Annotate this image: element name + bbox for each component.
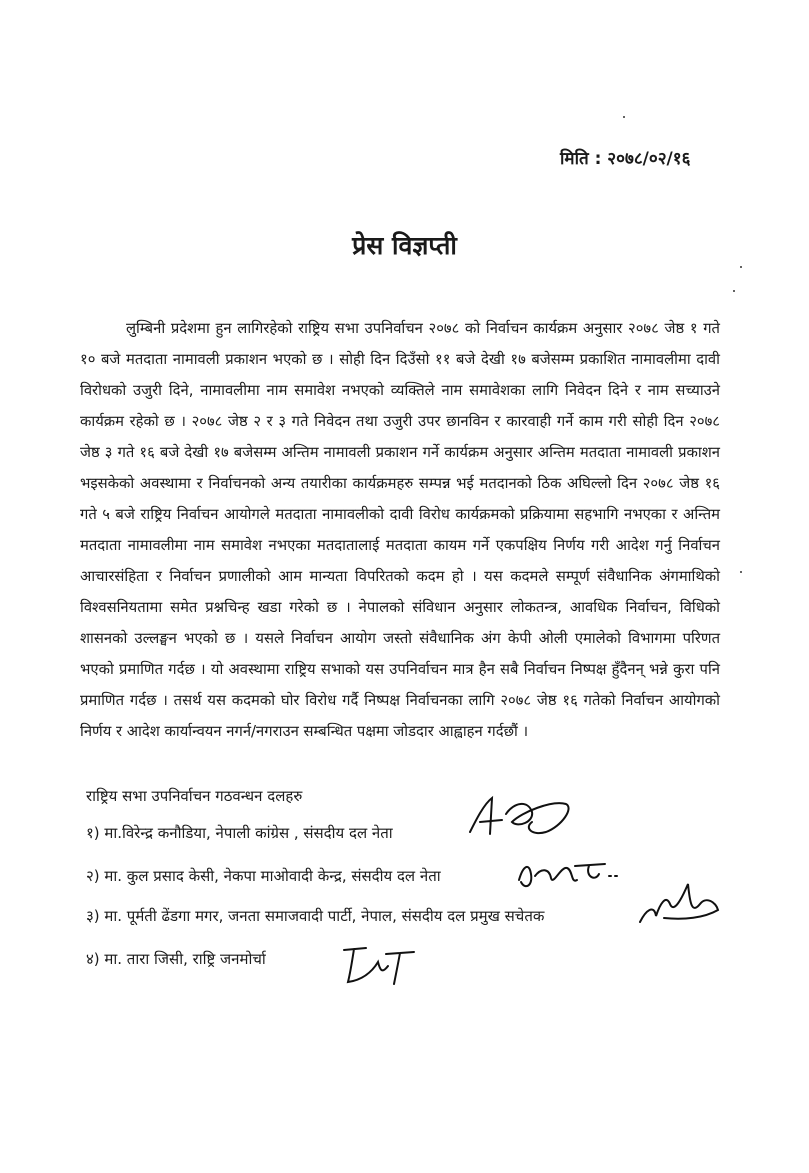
document-title: प्रेस विज्ञप्ती	[352, 231, 457, 260]
date-line: मिति : २०७८/०२/१६	[560, 149, 691, 169]
signature-1	[462, 792, 582, 852]
scan-speck	[733, 290, 735, 292]
signature-4	[338, 940, 418, 990]
signatory-line-1: १) मा.विरेन्द्र कनौडिया, नेपाली कांग्रेस , संसदीय दल नेता	[86, 824, 393, 842]
signature-2	[515, 852, 625, 897]
signatory-line-4: ४) मा. तारा जिसी, राष्ट्रि जनमोर्चा	[86, 950, 266, 968]
scan-speck	[740, 266, 742, 268]
scan-speck	[623, 116, 625, 118]
signatory-line-3: ३) मा. पूर्मती ढेंडगा मगर, जनता समाजवादी पार्टी, नेपाल, संसदीय दल प्रमुख सचेतक	[86, 907, 545, 925]
scan-speck	[740, 571, 742, 573]
signature-3	[634, 874, 724, 934]
signatory-line-2: २) मा. कुल प्रसाद केसी, नेकपा माओवादी केन्द्र, संसदीय दल नेता	[86, 867, 441, 885]
signatories-heading: राष्ट्रिय सभा उपनिर्वाचन गठवन्धन दलहरु	[86, 787, 303, 805]
body-paragraph: लुम्बिनी प्रदेशमा हुन लागिरहेको राष्ट्रिय सभा उपनिर्वाचन २०७८ को निर्वाचन कार्यक्रम अनुसार २०७८ जेष्ठ १ गते १० बजे मतदाता नामावली प्रकाशन भएको छ । सोही दिन दिउँसो ११ बजे देखी १७ बजेसम्म प्रकाशित नामावलीमा दावी विरोधको उजुरी दिने, नामावलीमा नाम समावेश नभएको व्यक्तिले नाम समावेशका लागि निवेदन दिने र नाम सच्याउने कार्यक्रम रहेको छ । २०७८ जेष्ठ २ र ३ गते निवेदन तथा उजुरी उपर छानविन र कारवाही गर्ने काम गरी सोही दिन २०७८ जेष्ठ ३ गते १६ बजे देखी १७ बजेसम्म अन्तिम नामावली प्रकाशन गर्ने कार्यक्रम अनुसार अन्तिम मतदाता नामावली प्रकाशन भइसकेको अवस्थामा र निर्वाचनको अन्य तयारीका कार्यक्रमहरु सम्पन्न भई मतदानको ठिक अघिल्लो दिन २०७८ जेष्ठ १६ गते ५ बजे राष्ट्रिय निर्वाचन आयोगले मतदाता नामावलीको दावी विरोध कार्यक्रमको प्रक्रियामा सहभागि नभएका र अन्तिम मतदाता नामावलीमा नाम समावेश नभएका मतदातालाई मतदाता कायम गर्ने एकपक्षिय निर्णय गरी आदेश गर्नु निर्वाचन आचारसंहिता र निर्वाचन प्रणालीको आम मान्यता विपरितको कदम हो । यस कदमले सम्पूर्ण संवैधानिक अंगमाथिको विश्वसनियतामा समेत प्रश्नचिन्ह खडा गरेको छ । नेपालको संविधान अनुसार लोकतन्त्र, आवधिक निर्वाचन, विधिको शासनको उल्लङ्घन भएको छ । यसले निर्वाचन आयोग जस्तो संवैधानिक अंग केपी ओली एमालेको विभागमा परिणत भएको प्रमाणित गर्दछ । यो अवस्थामा राष्ट्रिय सभाको यस उपनिर्वाचन मात्र हैन सबै निर्वाचन निष्पक्ष हुँदैनन् भन्ने कुरा पनि प्रमाणित गर्दछ । तसर्थ यस कदमको घोर विरोध गर्दै निष्पक्ष निर्वाचनका लागि २०७८ जेष्ठ १६ गतेको निर्वाचन आयोगको निर्णय र आदेश कार्यान्वयन नगर्न/नगराउन सम्बन्धित पक्षमा जोडदार आह्वाहन गर्दछौं ।	[80, 320, 721, 740]
